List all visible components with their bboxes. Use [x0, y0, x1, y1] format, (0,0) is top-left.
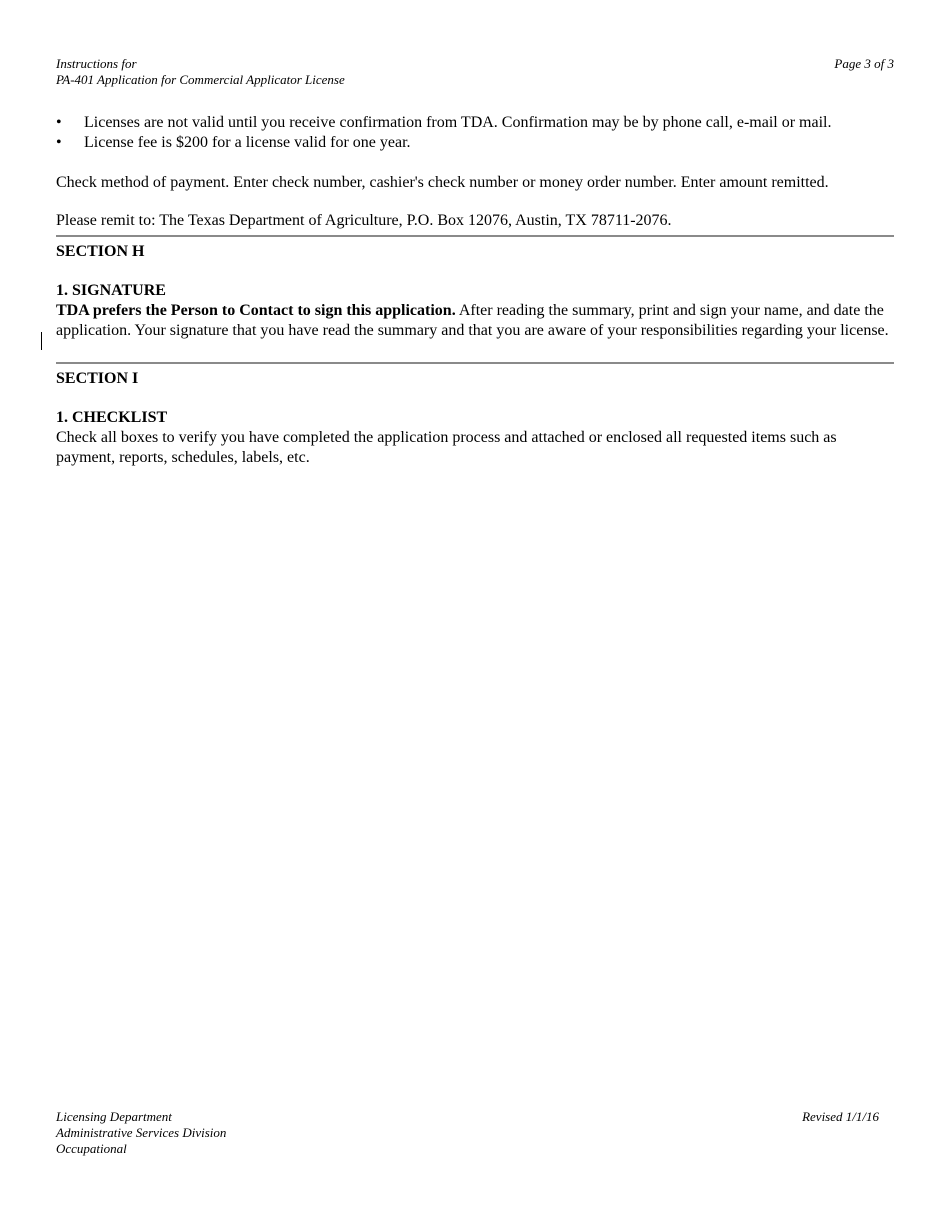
document-header: [56, 56, 345, 88]
remit-address: Please remit to: The Texas Department of Agriculture, P.O. Box 12076, Austin, TX 78711-2076.: [56, 212, 672, 229]
page-number: Page 3 of 3: [834, 56, 894, 71]
section-divider: [56, 362, 894, 364]
bullet-icon: •: [56, 114, 62, 131]
footer-department: Licensing Department: [56, 1109, 172, 1124]
document-footer: [56, 1109, 226, 1157]
section-h-title: SECTION H: [56, 243, 145, 260]
signature-bold-lead: TDA prefers the Person to Contact to sign this application.: [56, 302, 456, 319]
signature-body: After reading the summary, print and sign your name, and date the application. Your signature that you have read the summary and that you are aware of your responsibilities regarding your license.: [56, 302, 889, 339]
list-item-text: License fee is $200 for a license valid for one year.: [84, 134, 411, 151]
license-notes-list: [56, 113, 894, 153]
footer-division: Administrative Services Division: [56, 1125, 227, 1140]
document-body: [56, 113, 894, 468]
footer-category: Occupational: [56, 1141, 127, 1156]
bullet-icon: •: [56, 134, 62, 151]
revision-change-bar: [41, 332, 42, 350]
checklist-heading: 1. CHECKLIST: [56, 409, 168, 426]
signature-heading: 1. SIGNATURE: [56, 282, 166, 299]
header-form-title: PA-401 Application for Commercial Applicator License: [56, 72, 345, 87]
payment-instructions: Check method of payment. Enter check number, cashier's check number or money order number. Enter amount remitted.: [56, 174, 829, 191]
header-instructions-line: Instructions for: [56, 56, 137, 71]
list-item: [56, 113, 894, 133]
list-item: [56, 133, 894, 153]
list-item-text: Licenses are not valid until you receive confirmation from TDA. Confirmation may be by phone call, e-mail or mail.: [84, 114, 832, 131]
revision-date: Revised 1/1/16: [802, 1109, 879, 1124]
section-divider: [56, 235, 894, 237]
signature-instructions: [56, 301, 894, 341]
section-i-title: SECTION I: [56, 370, 139, 387]
checklist-instructions: Check all boxes to verify you have completed the application process and attached or enclosed all requested items such as payment, reports, schedules, labels, etc.: [56, 429, 837, 466]
